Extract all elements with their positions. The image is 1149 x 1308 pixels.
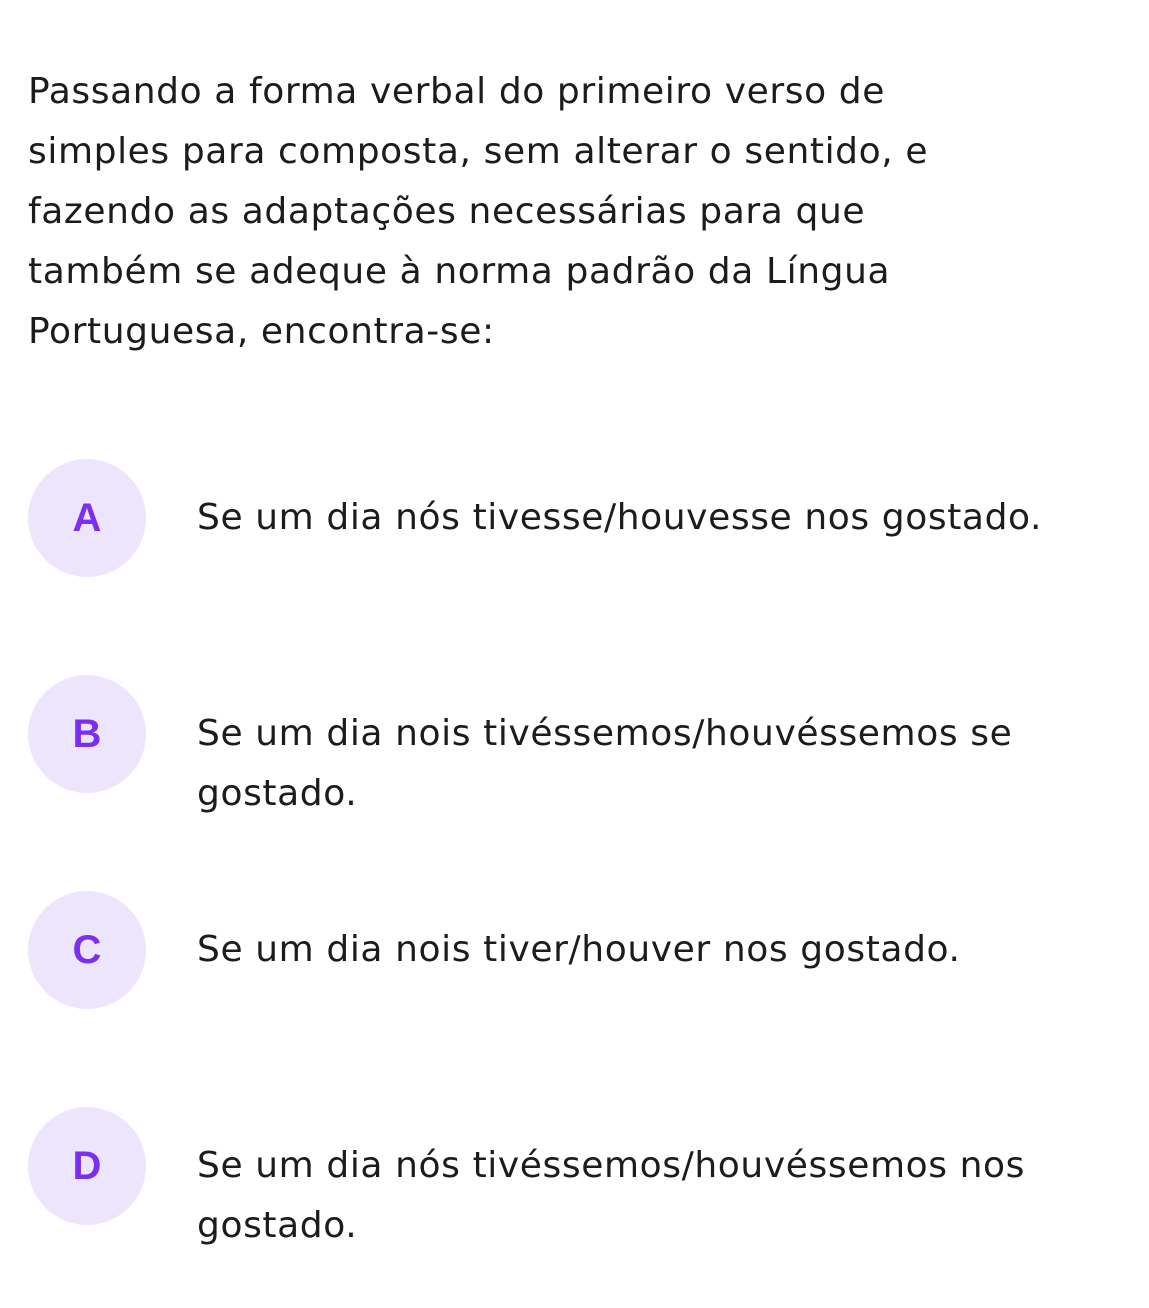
option-letter-badge: A bbox=[28, 459, 146, 577]
option-text: Se um dia nois tiver/houver nos gostado. bbox=[197, 929, 961, 970]
option-letter-badge: B bbox=[28, 675, 146, 793]
option-text: Se um dia nós tivesse/houvesse nos gostado. bbox=[197, 497, 1043, 538]
option-letter-badge: C bbox=[28, 891, 146, 1009]
option-letter-badge: D bbox=[28, 1107, 146, 1225]
option-text: Se um dia nois tivéssemos/houvéssemos se gostado. bbox=[197, 713, 1013, 814]
option-text: Se um dia nós tivéssemos/houvéssemos nos gostado. bbox=[197, 1145, 1026, 1246]
question-text: Passando a forma verbal do primeiro verso de simples para composta, sem alterar o sentido, e fazendo as adaptações necessárias para que também se adeque à norma padrão da Língua Portuguesa, encontra-se: bbox=[28, 71, 929, 352]
